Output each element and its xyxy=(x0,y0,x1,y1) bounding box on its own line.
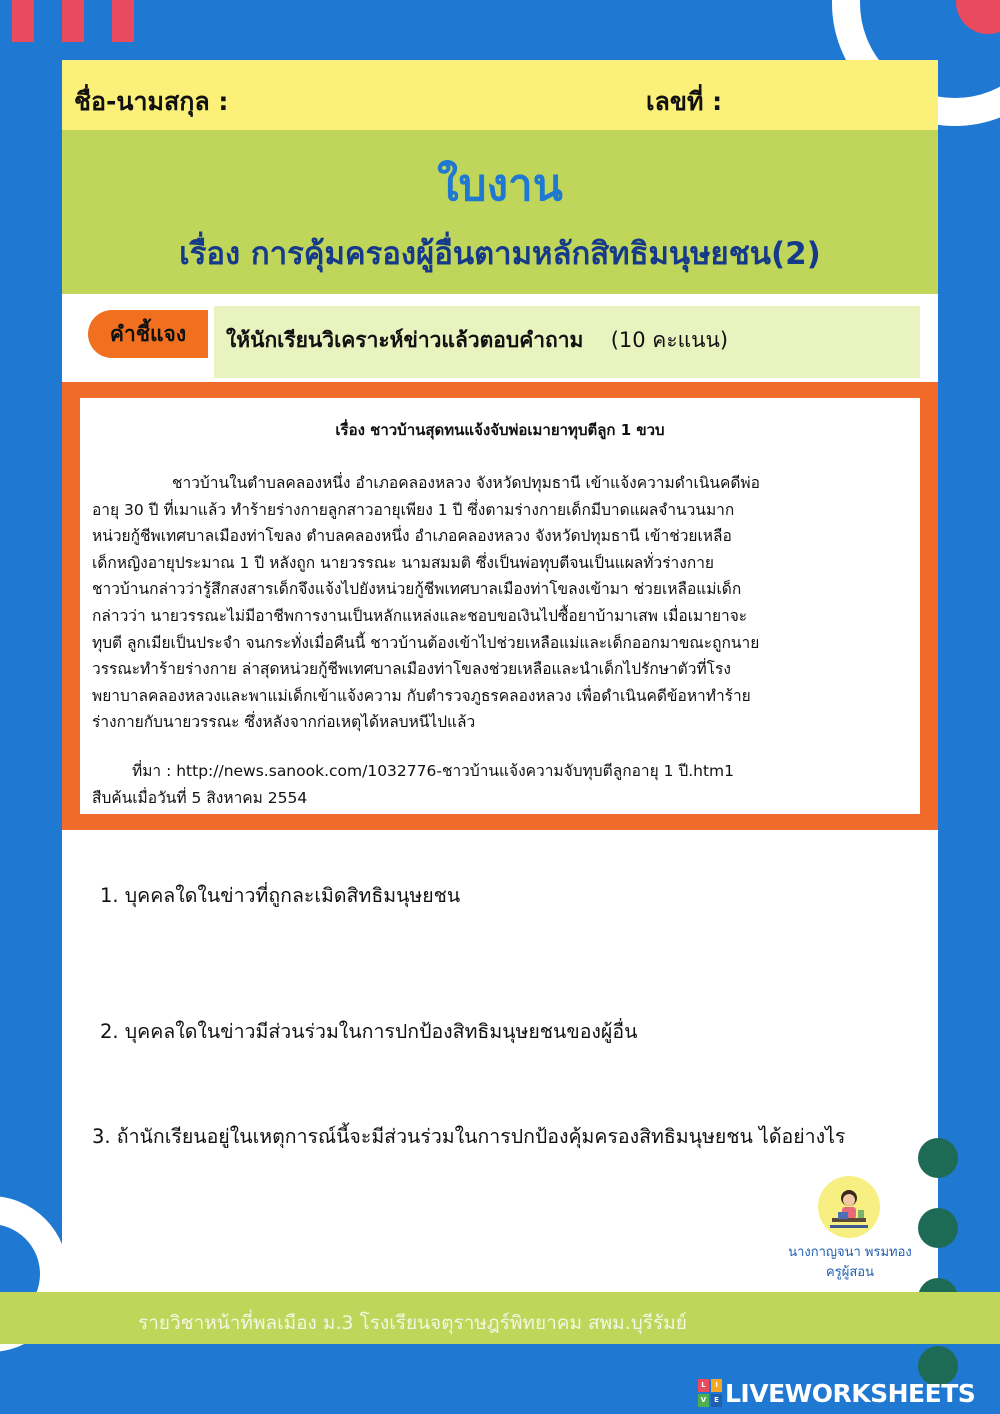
news-frame xyxy=(62,382,938,830)
worksheet-title: ใบงาน xyxy=(437,160,563,211)
liveworksheets-logo-icon xyxy=(698,1379,722,1407)
instruction-score: (10 คะแนน) xyxy=(610,328,729,352)
teacher-illustration-icon xyxy=(818,1176,880,1238)
retrieved-date: สืบค้นเมื่อวันที่ 5 สิงหาคม 2554 xyxy=(92,789,308,807)
question-3: 3. ถ้านักเรียนอยู่ในเหตุการณ์นี้จะมีส่วนร่วมในการปกป้องคุ้มครองสิทธิมนุษยชน ได้อย่างไร xyxy=(92,1125,846,1148)
news-line: เด็กหญิงอายุประมาณ 1 ปี หลังถูก นายวรรณะ นามสมมติ ซึ่งเป็นพ่อทุบตีจนเป็นแผลทั่วร่างกาย xyxy=(92,553,714,572)
name-bar xyxy=(62,60,938,130)
news-line: ชาวบ้านกล่าวว่ารู้สึกสงสารเด็กจึงแจ้งไปยังหน่วยกู้ชีพเทศบาลเมืองท่าโขลงเข้ามา ช่วยเหลือแม่เด็ก xyxy=(92,580,742,599)
instruction-text xyxy=(226,324,728,357)
worksheet-subtitle: เรื่อง การคุ้มครองผู้อื่นตามหลักสิทธิมนุษยชน(2) xyxy=(179,236,821,272)
source-url: ที่มา : http://news.sanook.com/1032776-ชาวบ้านแจ้งความจับทุบตีลูกอายุ 1 ปี.htm1 xyxy=(132,762,735,780)
decor-stripe xyxy=(112,0,134,42)
news-title: เรื่อง ชาวบ้านสุดทนแจ้งจับพ่อเมายาทุบตีลูก 1 ขวบ xyxy=(335,421,665,439)
brand-text: LIVEWORKSHEETS xyxy=(725,1378,976,1408)
decor-dot xyxy=(918,1208,958,1248)
decor-stripe xyxy=(62,0,84,42)
number-label: เลขที่ : xyxy=(646,87,723,116)
question-2: 2. บุคคลใดในข่าวมีส่วนร่วมในการปกป้องสิทธิมนุษยชนของผู้อื่น xyxy=(100,1020,638,1043)
logo-letter: V xyxy=(698,1394,709,1407)
decor-stripe xyxy=(12,0,34,42)
teacher-role: ครูผู้สอน xyxy=(826,1265,874,1280)
footer-bar xyxy=(0,1292,1000,1344)
news-source xyxy=(92,758,918,812)
question-1: 1. บุคคลใดในข่าวที่ถูกละเมิดสิทธิมนุษยชน xyxy=(100,884,461,907)
news-line: วรรณะทำร้ายร่างกาย ล่าสุดหน่วยกู้ชีพเทศบาลเมืองท่าโขลงช่วยเหลือและนำเด็กไปรักษาตัวที่โรง xyxy=(92,660,731,679)
news-box xyxy=(80,398,920,814)
teacher-avatar xyxy=(818,1176,880,1238)
decor-dot xyxy=(918,1138,958,1178)
name-label: ชื่อ-นามสกุล : xyxy=(74,87,229,116)
news-line: ชาวบ้านในตำบลคลองหนึ่ง อำเภอคลองหลวง จังหวัดปทุมธานี เข้าแจ้งความดำเนินคดีพ่อ xyxy=(172,474,760,492)
teacher-caption xyxy=(770,1243,930,1283)
logo-letter: E xyxy=(711,1394,722,1407)
logo-letter: I xyxy=(711,1379,722,1392)
instruction-bar xyxy=(214,306,920,378)
news-line: หน่วยกู้ชีพเทศบาลเมืองท่าโขลง ตำบลคลองหนึ่ง อำเภอคลองหลวง จังหวัดปทุมธานี เข้าช่วยเหลือ xyxy=(92,527,732,546)
logo-letter: L xyxy=(698,1379,709,1392)
news-body xyxy=(92,470,918,736)
news-line: อายุ 30 ปี ที่เมาแล้ว ทำร้ายร่างกายลูกสาวอายุเพียง 1 ปี ซึ่งตามร่างกายเด็กมีบาดแผลจำนวนมาก xyxy=(92,500,735,519)
instruction-main: ให้นักเรียนวิเคราะห์ข่าวแล้วตอบคำถาม xyxy=(226,328,584,352)
title-box xyxy=(62,130,938,294)
footer-text: รายวิชาหน้าที่พลเมือง ม.3 โรงเรียนจตุราษฎร์พิทยาคม สพม.บุรีรัมย์ xyxy=(138,1312,687,1334)
news-line: กล่าวว่า นายวรรณะไม่มีอาชีพการงานเป็นหลักแหล่งและชอบขอเงินไปซื้อยาบ้ามาเสพ เมื่อเมายาจะ xyxy=(92,606,748,625)
news-line: พยาบาลคลองหลวงและพาแม่เด็กเข้าแจ้งความ กับตำรวจภูธรคลองหลวง เพื่อดำเนินคดีข้อหาทำร้าย xyxy=(92,686,751,705)
liveworksheets-brand xyxy=(698,1378,975,1408)
instruction-badge: คำชี้แจง xyxy=(88,310,208,358)
teacher-name: นางกาญจนา พรมทอง xyxy=(788,1245,912,1260)
news-line: ร่างกายกับนายวรรณะ ซึ่งหลังจากก่อเหตุได้หลบหนีไปแล้ว xyxy=(92,713,476,732)
news-line: ทุบตี ลูกเมียเป็นประจำ จนกระทั่งเมื่อคืนนี้ ชาวบ้านต้องเข้าไปช่วยเหลือแม่และเด็กออกมาขณะถูกนาย xyxy=(92,633,760,652)
